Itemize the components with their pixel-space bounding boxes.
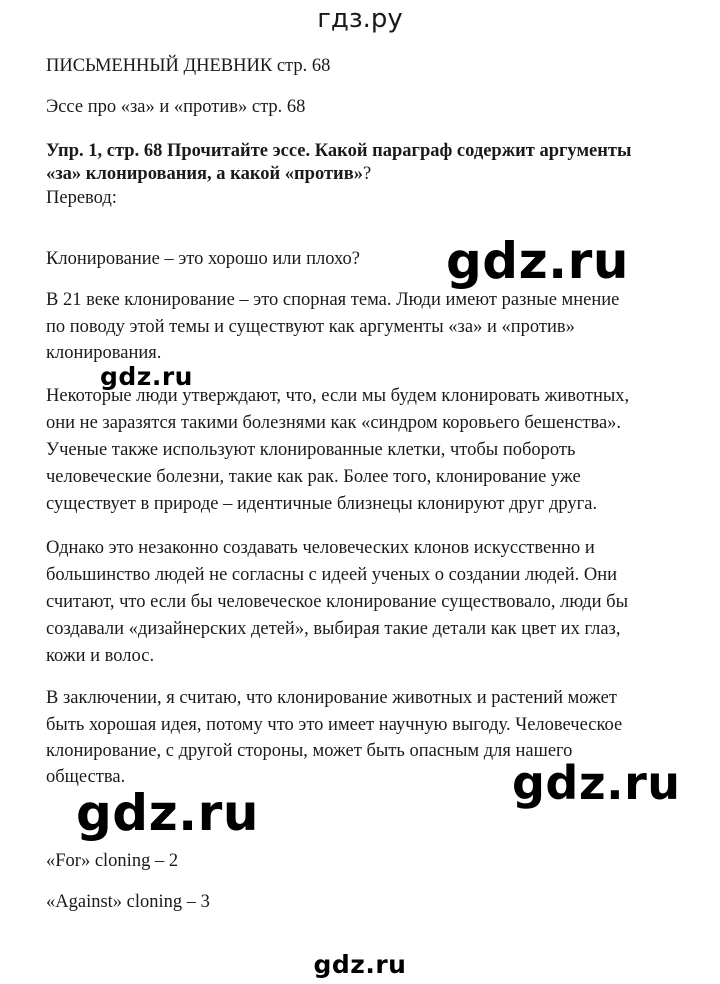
paragraph-line: Некоторые люди утверждают, что, если мы будем клонировать животных, [46, 386, 630, 406]
paragraph-line: человеческие болезни, такие как рак. Более того, клонирование уже [46, 467, 581, 487]
paragraph-line: клонирование, с другой стороны, может быть опасным для нашего [46, 741, 573, 761]
paragraph-line: В 21 веке клонирование – это спорная тема. Люди имеют разные мнение [46, 290, 620, 310]
watermark: gdz.ru [100, 362, 193, 391]
paragraph-line: Ученые также используют клонированные клетки, чтобы побороть [46, 440, 576, 460]
paragraph-line: большинство людей не согласны с идеей ученых о создании людей. Они [46, 565, 618, 585]
paragraph-line: по поводу этой темы и существуют как аргументы «за» и «против» [46, 317, 575, 337]
translation-label: Перевод: [46, 188, 117, 208]
paragraph-line: В заключении, я считаю, что клонирование животных и растений может [46, 688, 617, 708]
watermark: gdz.ru [512, 756, 681, 810]
exercise-line-2 [46, 164, 371, 185]
paragraph-line: клонирования. [46, 343, 162, 363]
diary-title: ПИСЬМЕННЫЙ ДНЕВНИК стр. 68 [46, 56, 331, 76]
paragraph-line: быть хорошая идея, потому что это имеет научную выгоду. Человеческое [46, 715, 623, 735]
paragraph-line: кожи и волос. [46, 646, 155, 666]
site-header: гдз.ру [317, 4, 403, 34]
paragraph-line: создавали «дизайнерских детей», выбирая такие детали как цвет их глаз, [46, 619, 621, 639]
essay-heading: Клонирование – это хорошо или плохо? [46, 249, 360, 269]
exercise-line-1: Упр. 1, стр. 68 Прочитайте эссе. Какой параграф содержит аргументы [46, 141, 632, 161]
site-footer: gdz.ru [313, 950, 407, 979]
watermark: gdz.ru [76, 784, 259, 842]
paragraph-line: Однако это незаконно создавать человеческих клонов искусственно и [46, 538, 595, 558]
paragraph-line: считают, что если бы человеческое клонирование существовало, люди бы [46, 592, 629, 612]
paragraph-line: они не заразятся такими болезнями как «синдром коровьего бешенства». [46, 413, 622, 433]
watermark: gdz.ru [446, 232, 629, 290]
essay-title: Эссе про «за» и «против» стр. 68 [46, 97, 306, 117]
paragraph-line: существует в природе – идентичные близнецы клонируют друг друга. [46, 494, 598, 514]
exercise-line-2-bold: «за» клонирования, а какой «против» [46, 164, 363, 184]
exercise-line-2-tail: ? [362, 164, 372, 184]
answer-for: «For» cloning – 2 [46, 851, 179, 871]
answer-against: «Against» cloning – 3 [46, 892, 210, 912]
paragraph-line: общества. [46, 767, 126, 787]
